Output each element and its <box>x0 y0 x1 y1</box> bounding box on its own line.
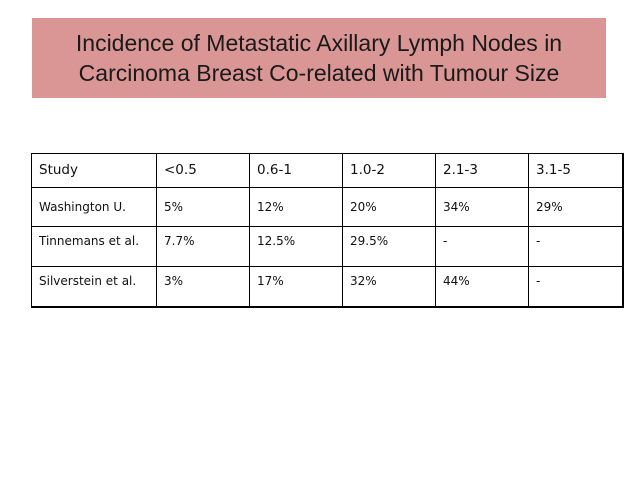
cell-study: Washington U. <box>32 188 157 227</box>
cell-value: - <box>436 227 529 267</box>
cell-value: - <box>529 227 623 267</box>
title-banner <box>32 18 606 98</box>
table-header-row <box>32 154 623 188</box>
cell-value: 3% <box>157 267 250 308</box>
cell-value: 5% <box>157 188 250 227</box>
cell-value: 12% <box>250 188 343 227</box>
table-row <box>32 267 623 308</box>
cell-value: 17% <box>250 267 343 308</box>
cell-value: 7.7% <box>157 227 250 267</box>
cell-study: Tinnemans et al. <box>32 227 157 267</box>
cell-study: Silverstein et al. <box>32 267 157 308</box>
cell-value: 32% <box>343 267 436 308</box>
cell-value: - <box>529 267 623 308</box>
header-size-2-1-3: 2.1-3 <box>436 154 529 188</box>
incidence-table <box>31 153 624 308</box>
slide-title-line-1: Incidence of Metastatic Axillary Lymph Nodes in <box>75 30 563 56</box>
cell-value: 29% <box>529 188 623 227</box>
header-size-1-0-2: 1.0-2 <box>343 154 436 188</box>
header-study: Study <box>32 154 157 188</box>
cell-value: 20% <box>343 188 436 227</box>
cell-value: 29.5% <box>343 227 436 267</box>
table-row <box>32 188 623 227</box>
header-size-0-6-1: 0.6-1 <box>250 154 343 188</box>
header-size-under-0-5: <0.5 <box>157 154 250 188</box>
table-row <box>32 227 623 267</box>
slide-title-line-2: Carcinoma Breast Co-related with Tumour Size <box>78 60 560 86</box>
cell-value: 44% <box>436 267 529 308</box>
header-size-3-1-5: 3.1-5 <box>529 154 623 188</box>
cell-value: 12.5% <box>250 227 343 267</box>
cell-value: 34% <box>436 188 529 227</box>
